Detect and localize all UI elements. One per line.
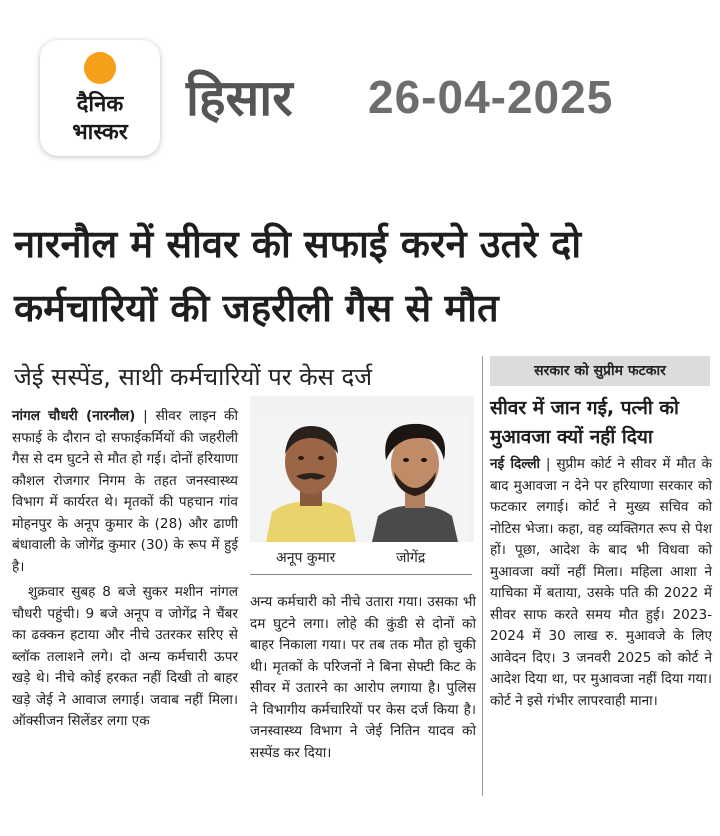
article-byline: नांगल चौधरी (नारनौल) — [12, 408, 136, 424]
sidebar-headline: सीवर में जान गई, पत्नी को मुआवजा क्यों नहीं दिया — [490, 397, 679, 448]
article-column-left: नांगल चौधरी (नारनौल) | सीवर लाइन की सफाई के दौरान दो सफाईकर्मियों की जहरीली गैस से दम घुटने से मौत हो गई। दोनों हरियाणा कौशल रोजगार निगम के तहत जनस्वास्थ्य विभाग में कार्यरत थे। मृतकों की पहचान गांव मोहनपुर के अनूप कुमार के (28) और ढाणी बंधावाली के जोगेंद्र कुमार (30) के रूप में हुई है। शुक्रवार सुबह 8 बजे सुकर मशीन नांगल चौधरी पहुंची। 9 बजे अनूप व जोगेंद्र ने चैंबर का ढक्कन हटाया और नीचे उतरकर सरिए से ब्लॉक तलाशने लगे। दो अन्य कर्मचारी ऊपर खड़े थे। नीचे कोई हरकत नहीं दिखी तो बाहर खड़े जेई ने आवाज लगाई। जवाब नहीं मिला। ऑक्सीजन सिलेंडर लगा एक — [12, 406, 238, 733]
newspaper-logo — [40, 40, 160, 156]
logo-text-line2: भास्कर — [72, 120, 128, 145]
photo-caption-2: जोगेंद्र — [396, 550, 426, 566]
sidebar-text: सुप्रीम कोर्ट ने सीवर में मौत के बाद मुआवजा न देने पर हरियाणा सरकार को फटकार लगाई। कोर्ट ने मुख्य सचिव को नोटिस भेजा। कहा, वह व्यक्तिगत रूप से पेश हों। पूछा, आदेश के बाद भी विधवा को मुआवजा क्यों नहीं मिला। महिला आशा ने याचिका में बताया, उसके पति की 2022 में सीवर साफ करते समय मौत हुई। 2023-2024 में 30 लाख रु. मुआवजे के लिए आवेदन दिए। 3 जनवरी 2025 को कोर्ट ने आदेश दिया था, पर मुआवजा नहीं दिया गया। कोर्ट ने इसे गंभीर लापरवाही माना। — [490, 456, 712, 709]
article-para-2: शुक्रवार सुबह 8 बजे सुकर मशीन नांगल चौधरी पहुंची। 9 बजे अनूप व जोगेंद्र ने चैंबर का ढक्कन हटाया और नीचे उतरकर सरिए से ब्लॉक तलाशने लगे। दो अन्य कर्मचारी ऊपर खड़े थे। नीचे कोई हरकत नहीं दिखी तो बाहर खड़े जेई ने आवाज लगाई। जवाब नहीं मिला। ऑक्सीजन सिलेंडर लगा एक — [12, 584, 238, 729]
sidebar-byline: नई दिल्ली — [490, 456, 541, 472]
edition-date: 26-04-2025 — [368, 71, 614, 123]
logo-text-line1: दैनिक — [76, 92, 124, 117]
sun-icon — [84, 52, 116, 84]
photo-anup-kumar — [258, 416, 364, 542]
article-para-1: सीवर लाइन की सफाई के दौरान दो सफाईकर्मियों की जहरीली गैस से दम घुटने से मौत हो गई। दोनों हरियाणा कौशल रोजगार निगम के तहत जनस्वास्थ्य विभाग में कार्यरत थे। मृतकों की पहचान गांव मोहनपुर के अनूप कुमार के (28) और ढाणी बंधावाली के जोगेंद्र कुमार (30) के रूप में हुई है। — [12, 408, 238, 575]
article-column-middle: अन्य कर्मचारी को नीचे उतारा गया। उसका भी दम घुटने लगा। लोहे की कुंडी से दोनों को बाहर निकाला गया। पर तब तक मौत हो चुकी थी। मृतकों के परिजनों ने बिना सेफ्टी किट के सीवर में उतारने का आरोप लगाया है। पुलिस ने विभागीय कर्मचारियों पर केस दर्ज किया है। जनस्वास्थ्य विभाग ने जेई नितिन यादव को सस्पेंड कर दिया। — [250, 594, 476, 761]
edition-city: हिसार — [186, 69, 293, 127]
caption-divider — [250, 574, 472, 575]
photo-caption-1: अनूप कुमार — [276, 550, 336, 566]
photo-jogendra — [362, 416, 468, 542]
sidebar-body: नई दिल्ली | सुप्रीम कोर्ट ने सीवर में मौत के बाद मुआवजा न देने पर हरियाणा सरकार को फटकार लगाई। कोर्ट ने मुख्य सचिव को नोटिस भेजा। कहा, वह व्यक्तिगत रूप से पेश हों। पूछा, आदेश के बाद भी विधवा को मुआवजा क्यों नहीं मिला। महिला आशा ने याचिका में बताया, उसके पति की 2022 में सीवर साफ करते समय मौत हुई। 2023-2024 में 30 लाख रु. मुआवजे के लिए आवेदन दिए। 3 जनवरी 2025 को कोर्ट ने आदेश दिया था, पर मुआवजा नहीं दिया गया। कोर्ट ने इसे गंभीर लापरवाही माना। — [490, 456, 712, 709]
sub-headline: जेई सस्पेंड, साथी कर्मचारियों पर केस दर्ज — [14, 363, 373, 391]
sidebar-tag: सरकार को सुप्रीम फटकार — [490, 356, 710, 386]
photo-strip — [250, 396, 474, 542]
column-divider — [482, 356, 483, 796]
main-headline: नारनौल में सीवर की सफाई करने उतरे दो कर्मचारियों की जहरीली गैस से मौत — [14, 222, 582, 330]
